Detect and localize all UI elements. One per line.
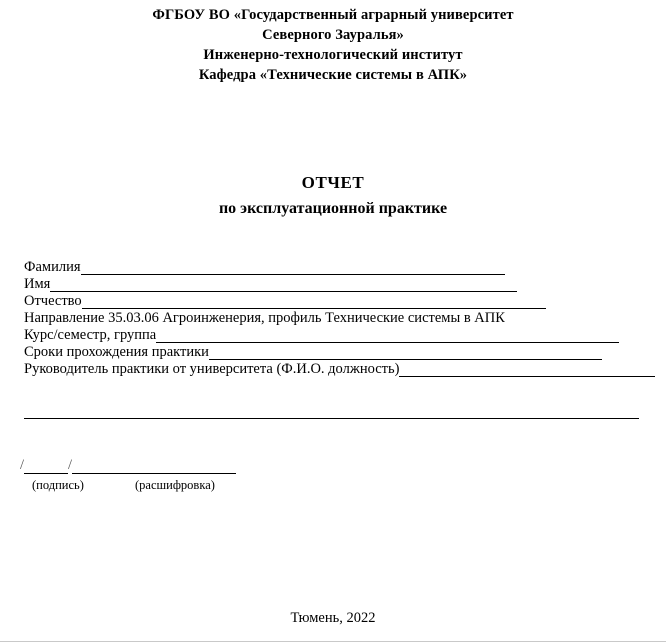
header-line-2: Северного Зауралья»	[262, 27, 404, 43]
field-input-supervisor-continuation[interactable]	[24, 418, 639, 419]
signature-block	[20, 456, 280, 494]
field-row-practice-dates	[24, 344, 640, 361]
field-label-supervisor: Руководитель практики от университета (Ф.И.О. должность)	[24, 361, 400, 377]
field-row-course-group	[24, 327, 640, 344]
field-row-firstname	[24, 276, 640, 293]
header-line-1: ФГБОУ ВО «Государственный аграрный университет	[152, 7, 514, 23]
field-label-practice-dates: Сроки прохождения практики	[24, 344, 209, 360]
title-block	[0, 172, 666, 220]
field-row-patronymic	[24, 293, 640, 310]
page-title: ОТЧЕТ	[301, 173, 365, 192]
field-label-patronymic: Отчество	[24, 293, 82, 309]
page-subtitle: по эксплуатационной практике	[218, 200, 448, 217]
signature-line	[20, 456, 280, 474]
field-input-supervisor[interactable]	[399, 363, 655, 377]
field-input-course-group[interactable]	[156, 329, 619, 343]
field-input-firstname[interactable]	[50, 278, 517, 292]
institution-header	[0, 5, 666, 85]
field-label-program: Направление 35.03.06 Агроинженерия, профиль Технические системы в АПК	[24, 310, 505, 326]
field-input-surname[interactable]	[81, 261, 505, 275]
field-row-surname	[24, 259, 640, 276]
field-label-firstname: Имя	[24, 276, 51, 292]
field-input-patronymic[interactable]	[82, 295, 546, 309]
signature-captions	[20, 476, 280, 494]
field-input-practice-dates[interactable]	[209, 346, 602, 360]
header-line-3: Инженерно-технологический институт	[203, 47, 463, 63]
signature-input[interactable]	[24, 459, 68, 474]
transcript-input[interactable]	[72, 459, 236, 474]
field-label-surname: Фамилия	[24, 259, 81, 275]
header-line-4: Кафедра «Технические системы в АПК»	[198, 67, 468, 83]
slash-first-icon: /	[20, 457, 25, 473]
caption-signature: (подпись)	[32, 478, 84, 492]
field-row-supervisor	[24, 361, 640, 378]
caption-transcript: (расшифровка)	[135, 478, 215, 492]
page-footer	[0, 609, 666, 627]
field-row-program	[24, 310, 640, 327]
form-fields	[24, 259, 640, 378]
slash-second-icon: /	[68, 457, 73, 473]
footer-place-year: Тюмень, 2022	[290, 610, 376, 626]
field-label-course-group: Курс/семестр, группа	[24, 327, 157, 343]
